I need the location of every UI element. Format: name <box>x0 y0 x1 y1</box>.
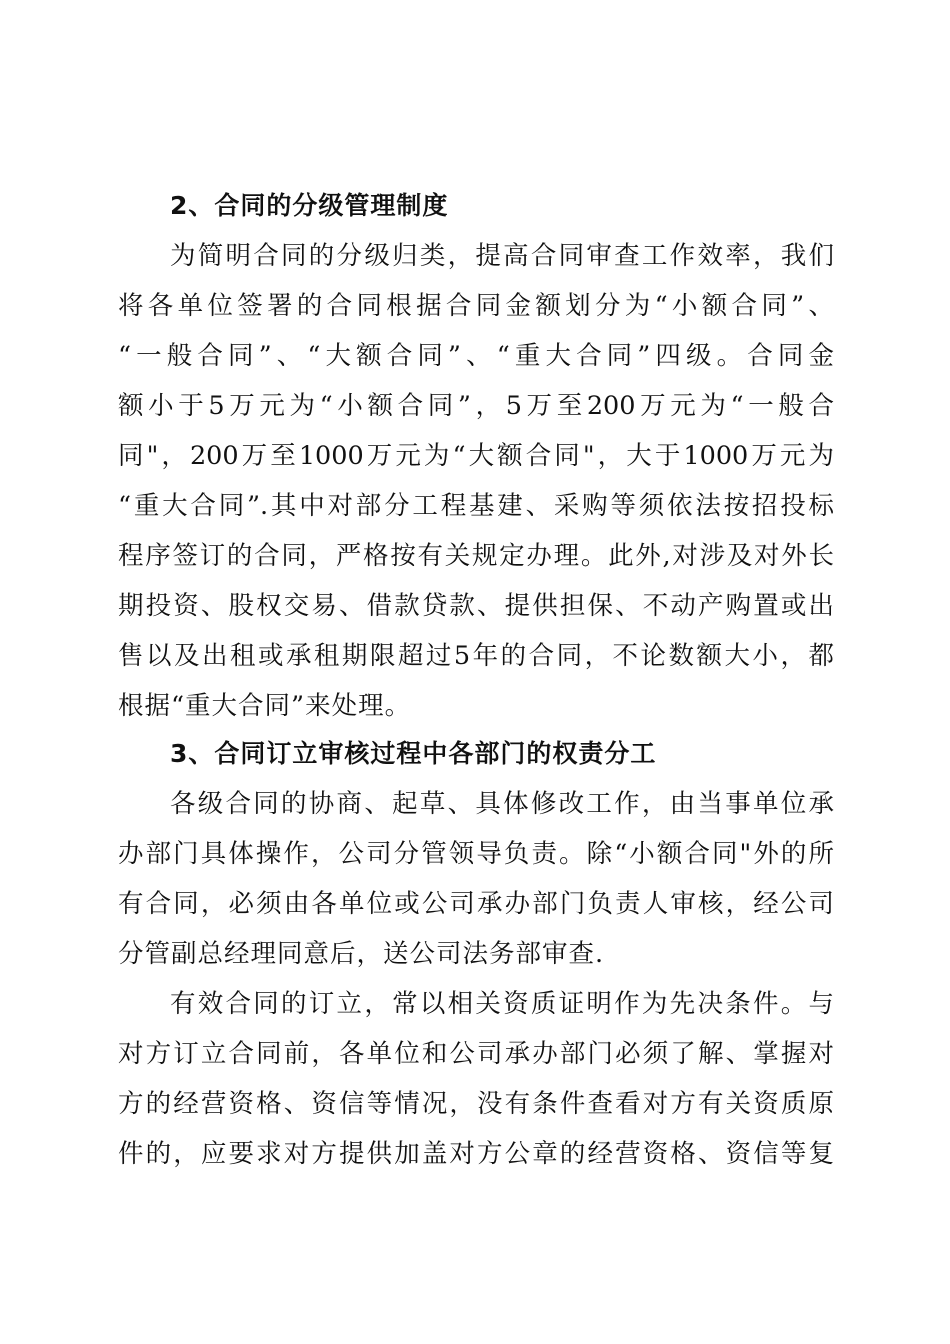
paragraph-line: “重大合同”.其中对部分工程基建、采购等须依法按招投标 <box>118 491 834 521</box>
paragraph-line: 有效合同的订立，常以相关资质证明作为先决条件。与 <box>170 989 834 1019</box>
paragraph-line: 期投资、股权交易、借款贷款、提供担保、不动产购置或出 <box>118 591 834 621</box>
paragraph-line: 办部门具体操作，公司分管领导负责。除“小额合同"外的所 <box>118 839 834 869</box>
paragraph-line: 额小于5万元为“小额合同”，5万至200万元为“一般合 <box>118 391 834 421</box>
paragraph-line: “一般合同”、“大额合同”、“重大合同”四级。合同金 <box>118 341 834 371</box>
paragraph-line: 同"，200万至1000万元为“大额合同"，大于1000万元为 <box>118 441 834 471</box>
paragraph-line: 为简明合同的分级归类，提高合同审查工作效率，我们 <box>170 241 834 271</box>
paragraph-line: 分管副总经理同意后，送公司法务部审查. <box>118 939 605 969</box>
paragraph-line: 对方订立合同前，各单位和公司承办部门必须了解、掌握对 <box>118 1039 834 1069</box>
section-3-heading: 3、合同订立审核过程中各部门的权责分工 <box>170 739 657 768</box>
paragraph-line: 方的经营资格、资信等情况，没有条件查看对方有关资质原 <box>118 1089 834 1119</box>
paragraph-line: 程序签订的合同，严格按有关规定办理。此外,对涉及对外长 <box>118 541 834 571</box>
paragraph-line: 将各单位签署的合同根据合同金额划分为“小额合同”、 <box>118 291 834 321</box>
paragraph-line: 各级合同的协商、起草、具体修改工作，由当事单位承 <box>170 789 834 819</box>
paragraph-line: 有合同，必须由各单位或公司承办部门负责人审核，经公司 <box>118 889 834 919</box>
paragraph-line: 售以及出租或承租期限超过5年的合同，不论数额大小，都 <box>118 641 834 671</box>
paragraph-line: 根据“重大合同”来处理。 <box>118 691 412 721</box>
paragraph-line: 件的，应要求对方提供加盖对方公章的经营资格、资信等复 <box>118 1139 834 1169</box>
section-2-heading: 2、合同的分级管理制度 <box>170 191 449 220</box>
